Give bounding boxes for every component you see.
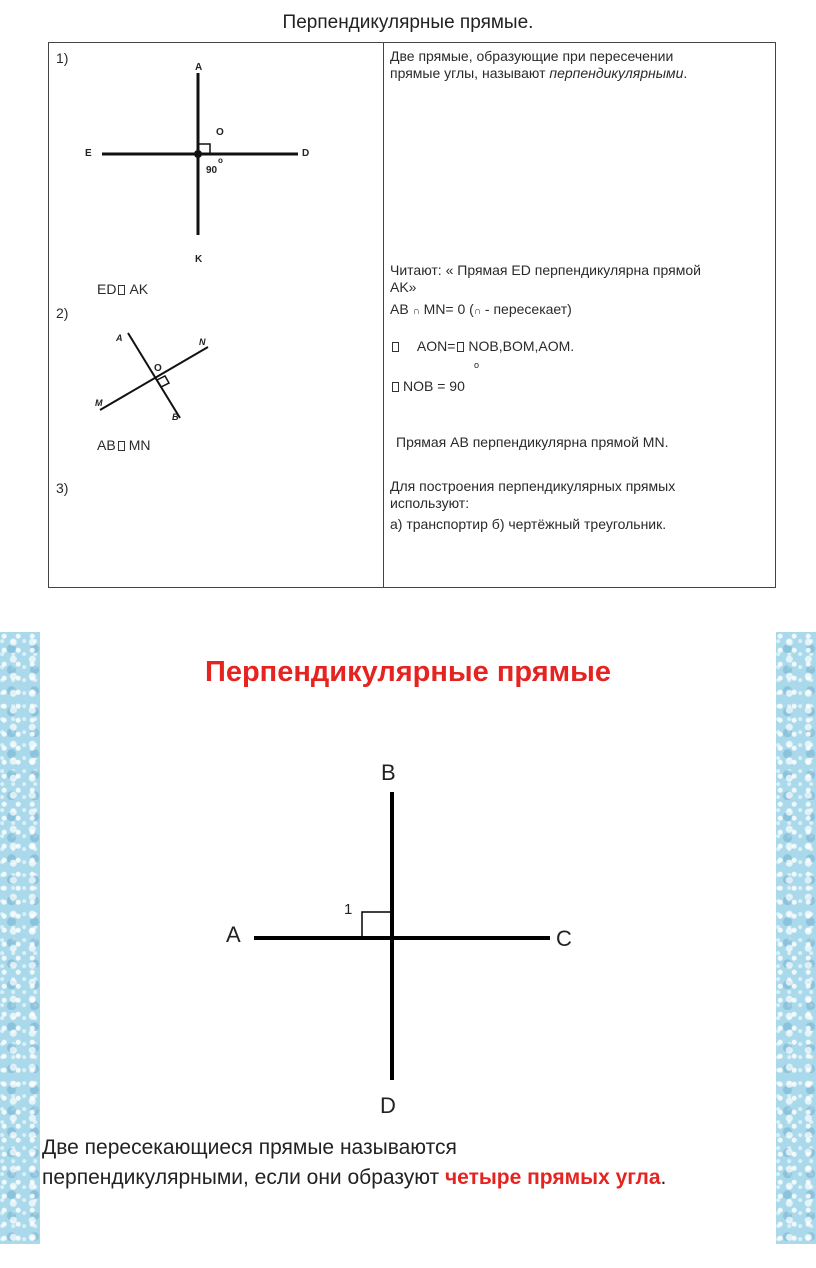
angle-number: 1 bbox=[344, 901, 353, 918]
slide-perpendicular-diagram bbox=[240, 780, 570, 1090]
row2-number: 2) bbox=[56, 305, 69, 321]
caption-line-2 bbox=[42, 1163, 782, 1193]
row1-number: 1) bbox=[56, 50, 69, 66]
angle-symbol-icon bbox=[392, 382, 399, 392]
slide-title: Перпендикулярные прямые bbox=[205, 656, 611, 688]
water-border-right bbox=[776, 632, 816, 1244]
worksheet-title: Перпендикулярные прямые. bbox=[282, 12, 534, 33]
nob-line bbox=[390, 378, 465, 395]
caption-plain: перпендикулярными, если они образуют bbox=[42, 1166, 445, 1189]
read-line-2: AK» bbox=[390, 279, 417, 295]
angle-symbol-icon bbox=[457, 342, 464, 352]
label-e: E bbox=[85, 148, 92, 159]
label-k: K bbox=[195, 254, 203, 265]
angle-aon: AON= bbox=[416, 338, 456, 354]
slide-label-a: A bbox=[226, 922, 241, 947]
angles-others: NOB,BOM,AOM. bbox=[468, 338, 575, 354]
intersection-line bbox=[390, 301, 572, 320]
label-b2: B bbox=[172, 412, 179, 422]
line-ab bbox=[128, 333, 180, 418]
label-n: N bbox=[199, 337, 206, 347]
fig1-caption-right: AK bbox=[129, 281, 149, 297]
definition-end: . bbox=[683, 65, 688, 81]
fig2-caption bbox=[97, 437, 150, 454]
intersect-note-symbol-icon: ∩ bbox=[473, 306, 482, 317]
fig2-caption-left: AB bbox=[97, 437, 116, 453]
build-line-3: а) транспортир б) чертёжный треугольник. bbox=[390, 516, 667, 532]
figure-1-perpendicular-lines bbox=[80, 55, 330, 270]
fig1-caption bbox=[97, 281, 148, 298]
caption-highlight: четыре прямых угла bbox=[444, 1166, 661, 1189]
slide-label-d: D bbox=[380, 1093, 396, 1118]
fig1-caption-left: ED bbox=[97, 281, 117, 297]
intersection-point bbox=[194, 150, 202, 158]
slide-label-b: B bbox=[381, 760, 396, 785]
slide-label-c: C bbox=[556, 926, 572, 951]
row3-number: 3) bbox=[56, 480, 69, 496]
build-line-1: Для построения перпендикулярных прямых bbox=[390, 478, 676, 494]
build-line-2: используют: bbox=[390, 495, 470, 511]
intersect-note: - пересекает) bbox=[481, 301, 572, 317]
caption-line-1: Две пересекающиеся прямые называются bbox=[42, 1136, 457, 1159]
intersect-right: MN= 0 ( bbox=[423, 301, 474, 317]
label-a2: A bbox=[116, 333, 123, 343]
caption-end: . bbox=[660, 1166, 667, 1189]
definition-italic: перпендикулярными bbox=[549, 65, 684, 81]
label-90: 90 bbox=[206, 165, 218, 176]
ab-perp-mn: Прямая AB перпендикулярна прямой MN. bbox=[396, 434, 669, 450]
line-mn bbox=[100, 347, 208, 410]
label-m: M bbox=[95, 398, 103, 408]
angle-symbol-icon bbox=[392, 342, 399, 352]
definition-line-1: Две прямые, образующие при пересечении bbox=[390, 48, 674, 64]
nob-value: NOB = 90 bbox=[403, 378, 465, 394]
intersect-left: AB bbox=[390, 301, 409, 317]
water-border-left bbox=[0, 632, 40, 1244]
perp-symbol-icon bbox=[118, 285, 125, 295]
perp-symbol-icon bbox=[118, 441, 125, 451]
label-o: O bbox=[216, 127, 224, 138]
label-d: D bbox=[302, 148, 310, 159]
definition-plain: прямые углы, называют bbox=[390, 65, 550, 81]
intersect-symbol-icon: ∩ bbox=[412, 306, 420, 317]
slide-caption bbox=[42, 1133, 782, 1193]
degree-mark: о bbox=[218, 156, 223, 165]
right-angle-mark bbox=[362, 912, 392, 938]
degree-mark-2: о bbox=[474, 360, 480, 370]
label-a: A bbox=[195, 62, 203, 73]
definition-line-2 bbox=[390, 65, 687, 82]
fig2-caption-right: MN bbox=[128, 437, 151, 453]
table-divider bbox=[383, 42, 384, 588]
label-o2: O bbox=[154, 363, 162, 374]
angles-line bbox=[390, 338, 574, 355]
read-line-1: Читают: « Прямая ED перпендикулярна прямой bbox=[390, 262, 701, 278]
